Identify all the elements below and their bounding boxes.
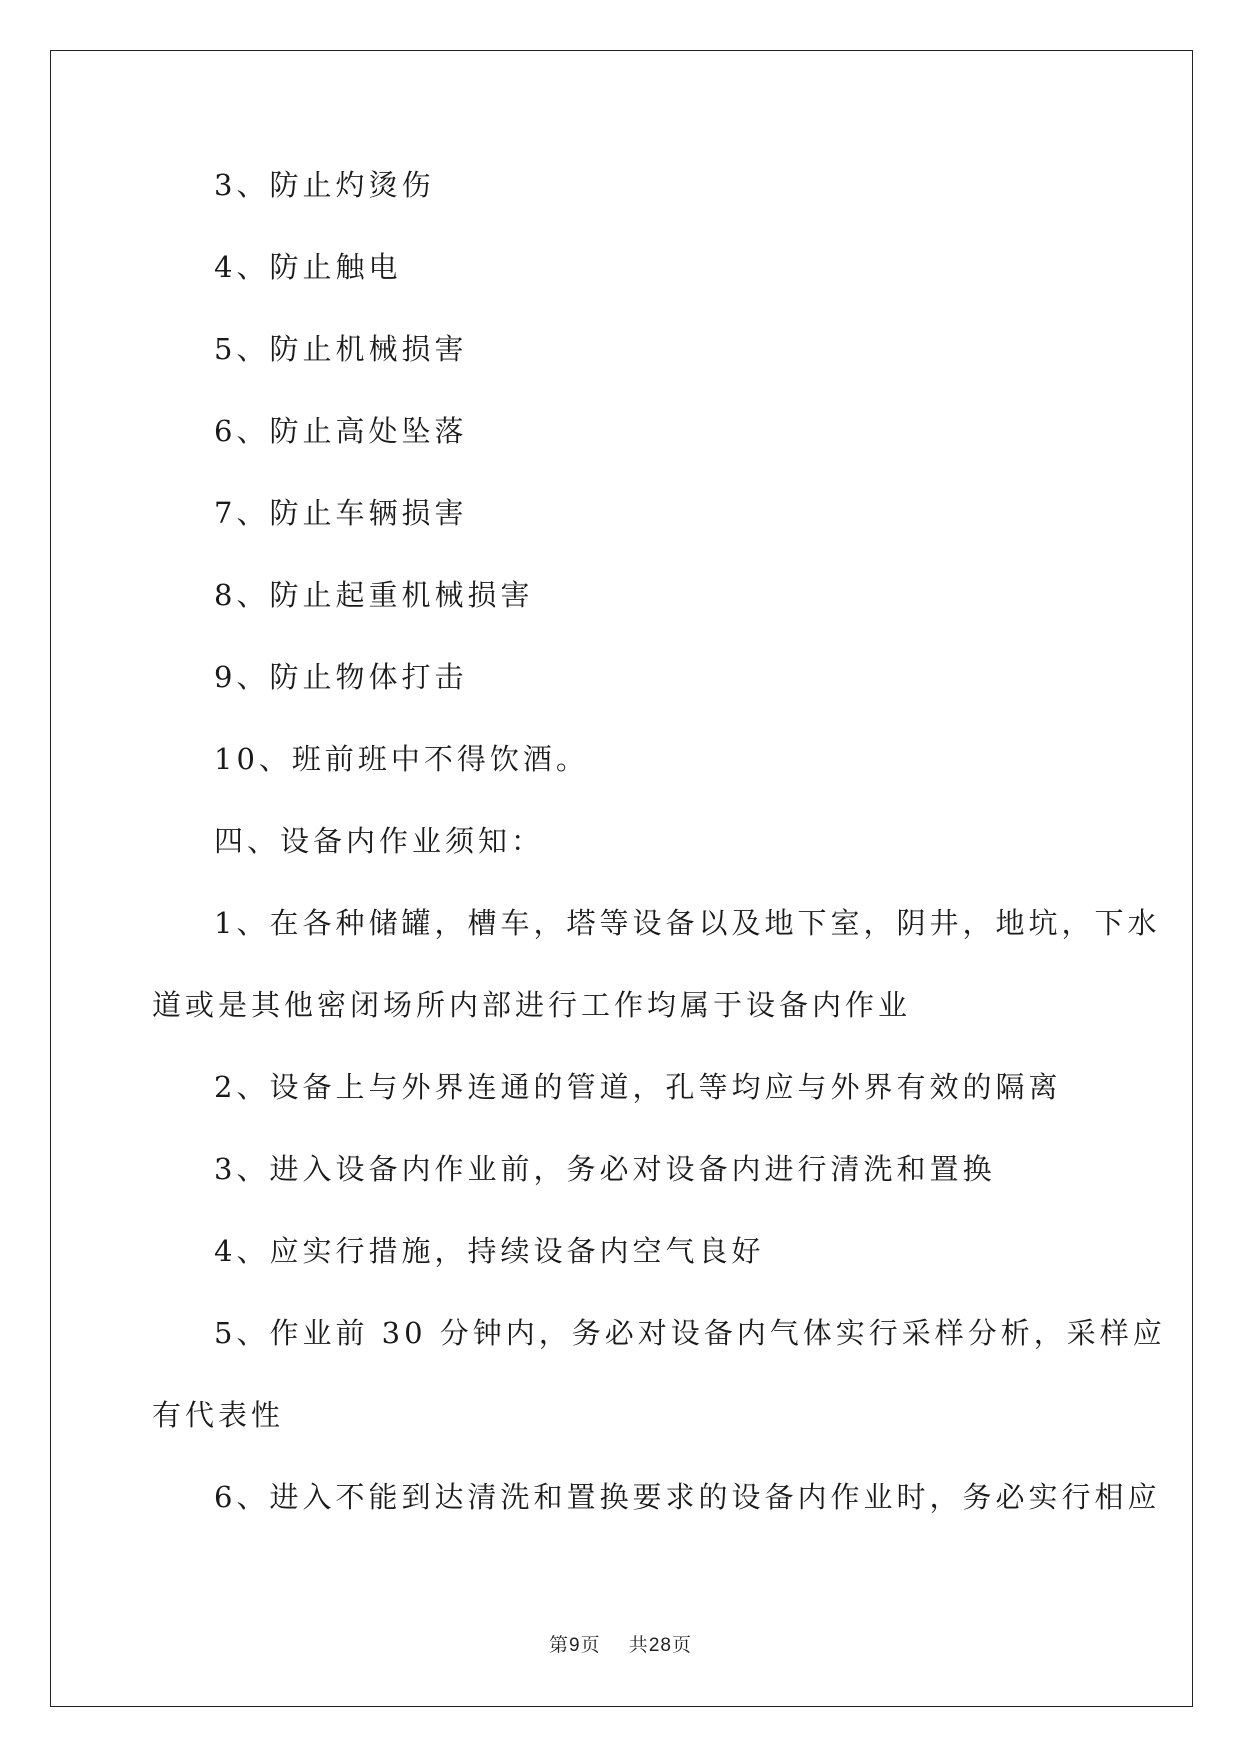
body-line: 10、班前班中不得饮酒。 xyxy=(214,742,589,776)
body-line: 6、进入不能到达清洗和置换要求的设备内作业时，务必实行相应 xyxy=(214,1480,1161,1514)
body-line: 5、作业前 30 分钟内，务必对设备内气体实行采样分析，采样应 xyxy=(214,1316,1166,1350)
body-line-continuation: 道或是其他密闭场所内部进行工作均属于设备内作业 xyxy=(152,988,912,1022)
body-line: 5、防止机械损害 xyxy=(214,332,468,366)
body-line: 9、防止物体打击 xyxy=(214,660,468,694)
body-line-continuation: 有代表性 xyxy=(152,1398,285,1432)
body-line: 3、进入设备内作业前，务必对设备内进行清洗和置换 xyxy=(214,1152,996,1186)
page-footer xyxy=(0,1630,1241,1657)
body-line: 8、防止起重机械损害 xyxy=(214,578,534,612)
body-line: 6、防止高处坠落 xyxy=(214,414,468,448)
footer-prefix: 第 xyxy=(549,1634,570,1656)
body-line: 7、防止车辆损害 xyxy=(214,496,468,530)
total-page-count: 28 xyxy=(648,1635,672,1656)
current-page-number: 9 xyxy=(569,1635,581,1656)
body-line: 1、在各种储罐，槽车，塔等设备以及地下室，阴井，地坑，下水 xyxy=(214,906,1161,940)
footer-total-label: 页 xyxy=(671,1634,692,1656)
body-line: 3、防止灼烫伤 xyxy=(214,168,435,202)
document-body xyxy=(152,165,1166,1559)
footer-total-prefix: 共 xyxy=(628,1634,649,1656)
body-line: 2、设备上与外界连通的管道，孔等均应与外界有效的隔离 xyxy=(214,1070,1062,1104)
footer-page-label: 页 xyxy=(580,1634,601,1656)
section-heading: 四、设备内作业须知： xyxy=(214,824,545,858)
body-line: 4、防止触电 xyxy=(214,250,402,284)
body-line: 4、应实行措施，持续设备内空气良好 xyxy=(214,1234,765,1268)
